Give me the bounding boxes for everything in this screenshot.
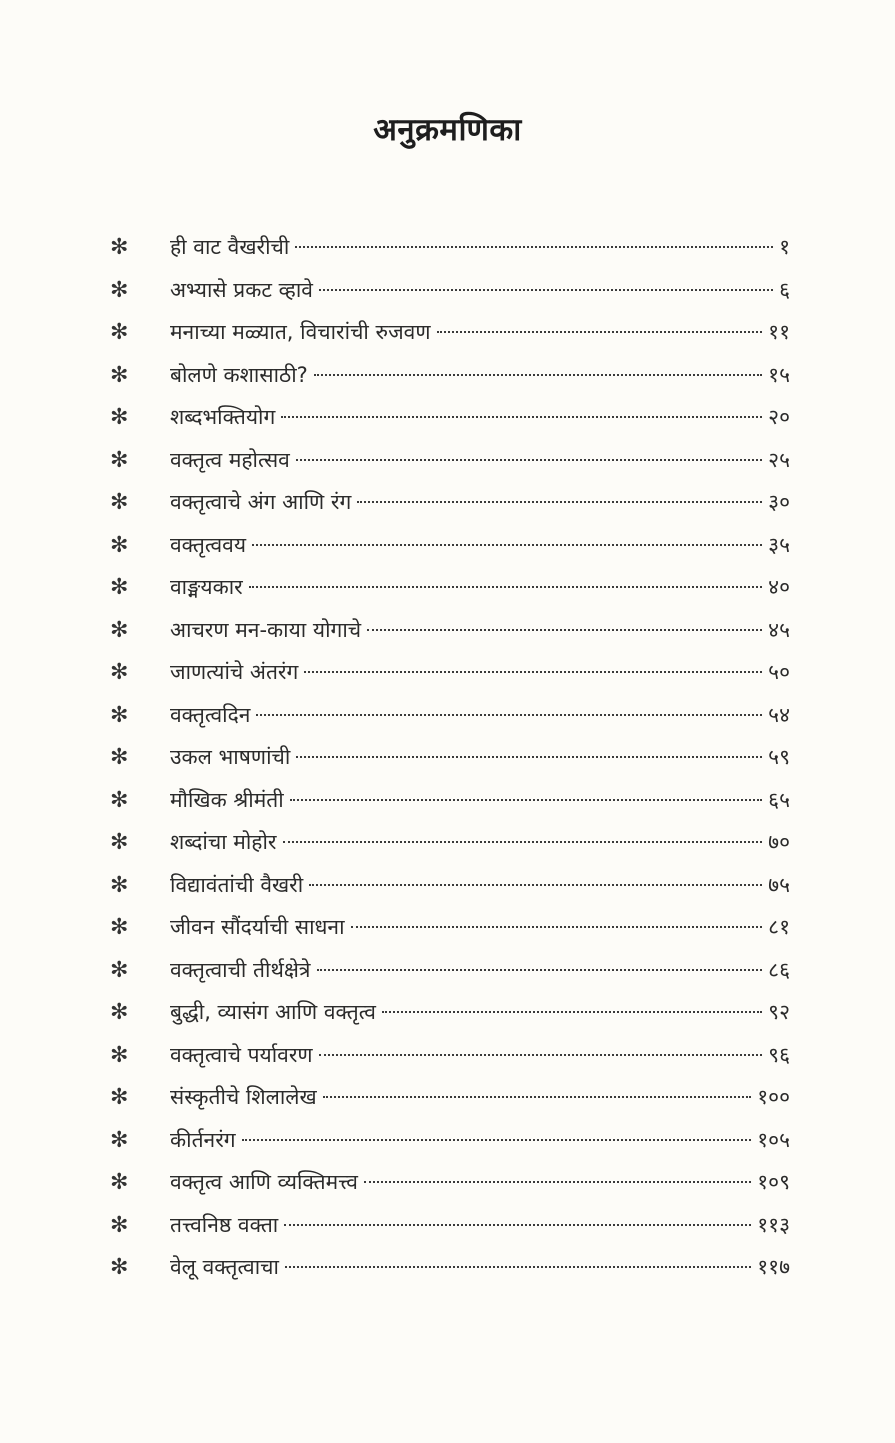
toc-entry-title: वक्तृत्ववय bbox=[170, 532, 246, 557]
dot-leader bbox=[357, 501, 762, 503]
toc-entry-page-number: ७० bbox=[768, 830, 790, 854]
asterisk-bullet-icon: ✻ bbox=[110, 872, 129, 898]
toc-entry-page-number: १०५ bbox=[757, 1127, 790, 1152]
toc-entry-page-number: ९२ bbox=[768, 1000, 790, 1024]
toc-entry bbox=[110, 906, 790, 949]
dot-leader bbox=[283, 841, 763, 843]
asterisk-bullet-icon: ✻ bbox=[110, 617, 129, 643]
asterisk-bullet-icon: ✻ bbox=[110, 532, 129, 558]
toc-entry-title: वेलू वक्तृत्वाचा bbox=[170, 1255, 279, 1279]
toc-entry bbox=[110, 269, 790, 312]
toc-entry-page-number: १०९ bbox=[757, 1170, 790, 1194]
page-title: अनुक्रमणिका bbox=[373, 112, 522, 148]
toc-entry-page-number: ७५ bbox=[768, 872, 790, 897]
toc-entry bbox=[110, 609, 790, 652]
toc-entry bbox=[110, 1034, 790, 1077]
toc-entry-title: जीवन सौंदर्याची साधना bbox=[170, 915, 345, 939]
dot-leader bbox=[256, 714, 762, 716]
dot-leader bbox=[284, 1224, 751, 1226]
toc-entry-title: मनाच्या मळ्यात, विचारांची रुजवण bbox=[170, 320, 431, 344]
toc-entry bbox=[110, 694, 790, 737]
asterisk-bullet-icon: ✻ bbox=[110, 362, 129, 388]
toc-entry-page-number: ५० bbox=[768, 660, 790, 684]
toc-entry-page-number: २५ bbox=[768, 447, 790, 472]
dot-leader bbox=[304, 671, 762, 673]
toc-entry-title: वक्तृत्वाचे अंग आणि रंग bbox=[170, 490, 352, 514]
toc-entry-title: विद्यावंतांची वैखरी bbox=[170, 872, 304, 897]
asterisk-bullet-icon: ✻ bbox=[110, 575, 129, 600]
dot-leader bbox=[252, 544, 762, 546]
dot-leader bbox=[319, 289, 773, 291]
asterisk-bullet-icon: ✻ bbox=[110, 787, 129, 813]
toc-entry-page-number: ११३ bbox=[757, 1212, 790, 1237]
asterisk-bullet-icon: ✻ bbox=[110, 277, 129, 303]
dot-leader bbox=[249, 586, 762, 588]
toc-entry bbox=[110, 439, 790, 482]
dot-leader bbox=[317, 969, 763, 971]
toc-entry-title: ही वाट वैखरीची bbox=[170, 235, 290, 259]
toc-entry bbox=[110, 1204, 790, 1247]
toc-entry-page-number: ११ bbox=[768, 320, 790, 344]
asterisk-bullet-icon: ✻ bbox=[110, 405, 129, 430]
toc-entry-page-number: ११७ bbox=[757, 1255, 790, 1279]
dot-leader bbox=[323, 1096, 752, 1098]
asterisk-bullet-icon: ✻ bbox=[110, 447, 129, 473]
toc-entry-title: कीर्तनरंग bbox=[170, 1127, 236, 1152]
asterisk-bullet-icon: ✻ bbox=[110, 745, 129, 770]
toc-entry bbox=[110, 481, 790, 524]
dot-leader bbox=[309, 884, 762, 886]
dot-leader bbox=[296, 459, 762, 461]
toc-entry bbox=[110, 1161, 790, 1204]
asterisk-bullet-icon: ✻ bbox=[110, 915, 129, 940]
dot-leader bbox=[437, 331, 763, 333]
toc-entry-title: उकल भाषणांची bbox=[170, 745, 291, 769]
asterisk-bullet-icon: ✻ bbox=[110, 235, 129, 260]
toc-entry-title: बुद्धी, व्यासंग आणि वक्तृत्व bbox=[170, 1000, 376, 1024]
toc-entry-page-number: ६ bbox=[779, 277, 790, 302]
toc-entry-title: वक्तृत्वदिन bbox=[170, 702, 251, 727]
toc-entry bbox=[110, 524, 790, 567]
toc-entry-page-number: ६५ bbox=[768, 787, 790, 812]
asterisk-bullet-icon: ✻ bbox=[110, 957, 129, 983]
asterisk-bullet-icon: ✻ bbox=[110, 702, 129, 728]
dot-leader bbox=[296, 756, 762, 758]
toc-entry-title: वाङ्मयकार bbox=[170, 575, 243, 599]
toc-entry bbox=[110, 651, 790, 694]
toc-entry-title: शब्दभक्तियोग bbox=[170, 405, 276, 429]
toc-entry bbox=[110, 991, 790, 1034]
asterisk-bullet-icon: ✻ bbox=[110, 1170, 129, 1195]
toc-entry bbox=[110, 566, 790, 609]
asterisk-bullet-icon: ✻ bbox=[110, 660, 129, 685]
toc-entry-page-number: ४० bbox=[768, 575, 790, 599]
table-of-contents bbox=[110, 226, 790, 1289]
toc-entry-title: मौखिक श्रीमंती bbox=[170, 787, 284, 812]
toc-entry bbox=[110, 736, 790, 779]
dot-leader bbox=[382, 1011, 762, 1013]
toc-entry-page-number: ९६ bbox=[768, 1042, 790, 1067]
toc-entry-title: शब्दांचा मोहोर bbox=[170, 830, 277, 854]
asterisk-bullet-icon: ✻ bbox=[110, 320, 129, 345]
dot-leader bbox=[295, 246, 773, 248]
dot-leader bbox=[314, 374, 762, 376]
toc-entry-title: जाणत्यांचे अंतरंग bbox=[170, 660, 299, 684]
asterisk-bullet-icon: ✻ bbox=[110, 490, 129, 515]
toc-entry-title: संस्कृतीचे शिलालेख bbox=[170, 1085, 317, 1109]
toc-entry bbox=[110, 821, 790, 864]
toc-entry-title: आचरण मन-काया योगाचे bbox=[170, 617, 362, 642]
toc-entry bbox=[110, 311, 790, 354]
dot-leader bbox=[364, 1181, 751, 1183]
asterisk-bullet-icon: ✻ bbox=[110, 830, 129, 855]
dot-leader bbox=[367, 629, 762, 631]
toc-entry-page-number: ८१ bbox=[768, 915, 790, 939]
toc-entry bbox=[110, 779, 790, 822]
toc-entry bbox=[110, 226, 790, 269]
toc-entry-title: वक्तृत्वाची तीर्थक्षेत्रे bbox=[170, 957, 311, 982]
asterisk-bullet-icon: ✻ bbox=[110, 1127, 129, 1153]
toc-entry bbox=[110, 1076, 790, 1119]
dot-leader bbox=[242, 1139, 752, 1141]
dot-leader bbox=[351, 926, 763, 928]
toc-entry bbox=[110, 396, 790, 439]
toc-entry bbox=[110, 1246, 790, 1289]
dot-leader bbox=[281, 416, 762, 418]
toc-entry-title: वक्तृत्व महोत्सव bbox=[170, 447, 290, 472]
toc-entry-title: वक्तृत्व आणि व्यक्तिमत्त्व bbox=[170, 1170, 358, 1194]
toc-entry-page-number: ४५ bbox=[768, 617, 790, 642]
toc-entry bbox=[110, 354, 790, 397]
toc-entry bbox=[110, 864, 790, 907]
asterisk-bullet-icon: ✻ bbox=[110, 1255, 129, 1280]
dot-leader bbox=[285, 1266, 751, 1268]
dot-leader bbox=[319, 1054, 763, 1056]
toc-entry-title: बोलणे कशासाठी? bbox=[170, 362, 308, 387]
toc-entry-title: तत्त्वनिष्ठ वक्ता bbox=[170, 1212, 279, 1237]
toc-entry-page-number: १०० bbox=[757, 1085, 790, 1109]
toc-entry-title: अभ्यासे प्रकट व्हावे bbox=[170, 277, 313, 302]
asterisk-bullet-icon: ✻ bbox=[110, 1000, 129, 1025]
toc-entry-page-number: १ bbox=[779, 235, 790, 259]
toc-entry-page-number: २० bbox=[768, 405, 790, 429]
toc-entry-page-number: ५९ bbox=[768, 745, 790, 769]
toc-entry bbox=[110, 949, 790, 992]
toc-entry-page-number: ५४ bbox=[768, 702, 790, 727]
toc-entry-page-number: ३५ bbox=[768, 532, 790, 557]
toc-entry-page-number: १५ bbox=[768, 362, 790, 387]
asterisk-bullet-icon: ✻ bbox=[110, 1042, 129, 1068]
toc-entry-page-number: ८६ bbox=[768, 957, 790, 982]
toc-entry-page-number: ३० bbox=[768, 490, 790, 514]
asterisk-bullet-icon: ✻ bbox=[110, 1212, 129, 1238]
asterisk-bullet-icon: ✻ bbox=[110, 1085, 129, 1110]
toc-entry bbox=[110, 1119, 790, 1162]
dot-leader bbox=[290, 799, 762, 801]
toc-entry-title: वक्तृत्वाचे पर्यावरण bbox=[170, 1042, 313, 1067]
